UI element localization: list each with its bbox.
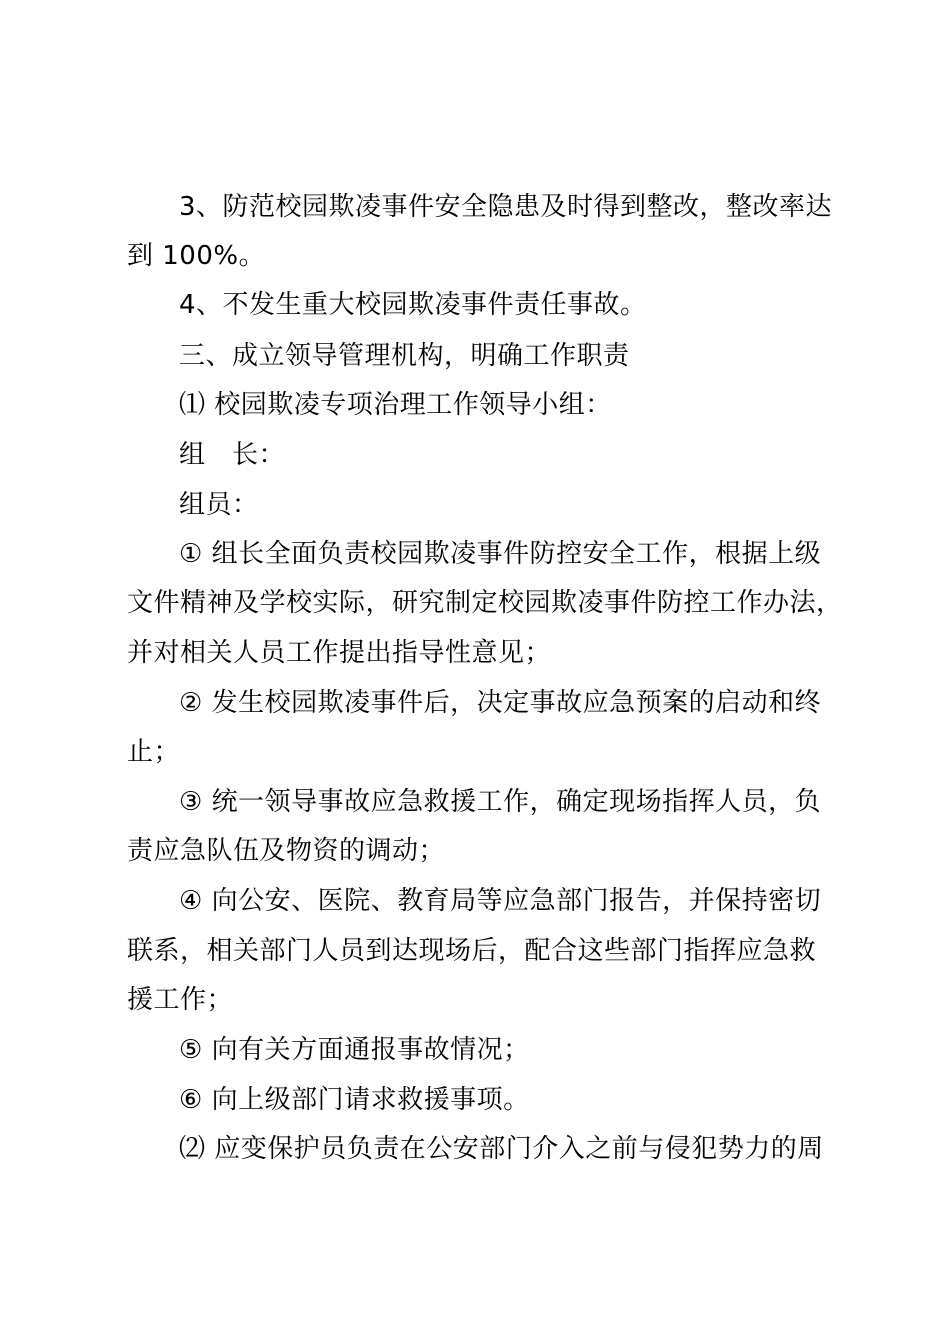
section-heading: 三、成立领导管理机构，明确工作职责 (179, 341, 630, 371)
paragraph-line: 责应急队伍及物资的调动； (127, 836, 446, 866)
paragraph-line: 到 100%。 (127, 241, 266, 271)
paragraph-line: 止； (127, 737, 181, 767)
paragraph-line: ④ 向公安、医院、教育局等应急部门报告，并保持密切 (179, 886, 822, 916)
paragraph-line: 4、不发生重大校园欺凌事件责任事故。 (179, 290, 647, 320)
paragraph-line: ⑥ 向上级部门请求救援事项。 (179, 1085, 530, 1115)
paragraph-line: 组员： (179, 490, 259, 520)
paragraph-line: ③ 统一领导事故应急救援工作，确定现场指挥人员，负 (179, 787, 822, 817)
paragraph-line: 3、防范校园欺凌事件安全隐患及时得到整改，整改率达 (179, 192, 833, 222)
paragraph-line: ① 组长全面负责校园欺凌事件防控安全工作，根据上级 (179, 539, 822, 569)
paragraph-line: ② 发生校园欺凌事件后，决定事故应急预案的启动和终 (179, 688, 822, 718)
paragraph-line: 援工作； (127, 985, 234, 1015)
subsection-heading: ⑴ 校园欺凌专项治理工作领导小组： (179, 390, 612, 420)
paragraph-line: 联系，相关部门人员到达现场后，配合这些部门指挥应急救 (127, 936, 817, 966)
subsection-heading: ⑵ 应变保护员负责在公安部门介入之前与侵犯势力的周 (179, 1134, 824, 1164)
paragraph-line: 组 长： (179, 440, 286, 470)
paragraph-line: ⑤ 向有关方面通报事故情况； (179, 1035, 530, 1065)
paragraph-line: 并对相关人员工作提出指导性意见； (127, 638, 552, 668)
paragraph-line: 文件精神及学校实际，研究制定校园欺凌事件防控工作办法， (127, 588, 843, 618)
